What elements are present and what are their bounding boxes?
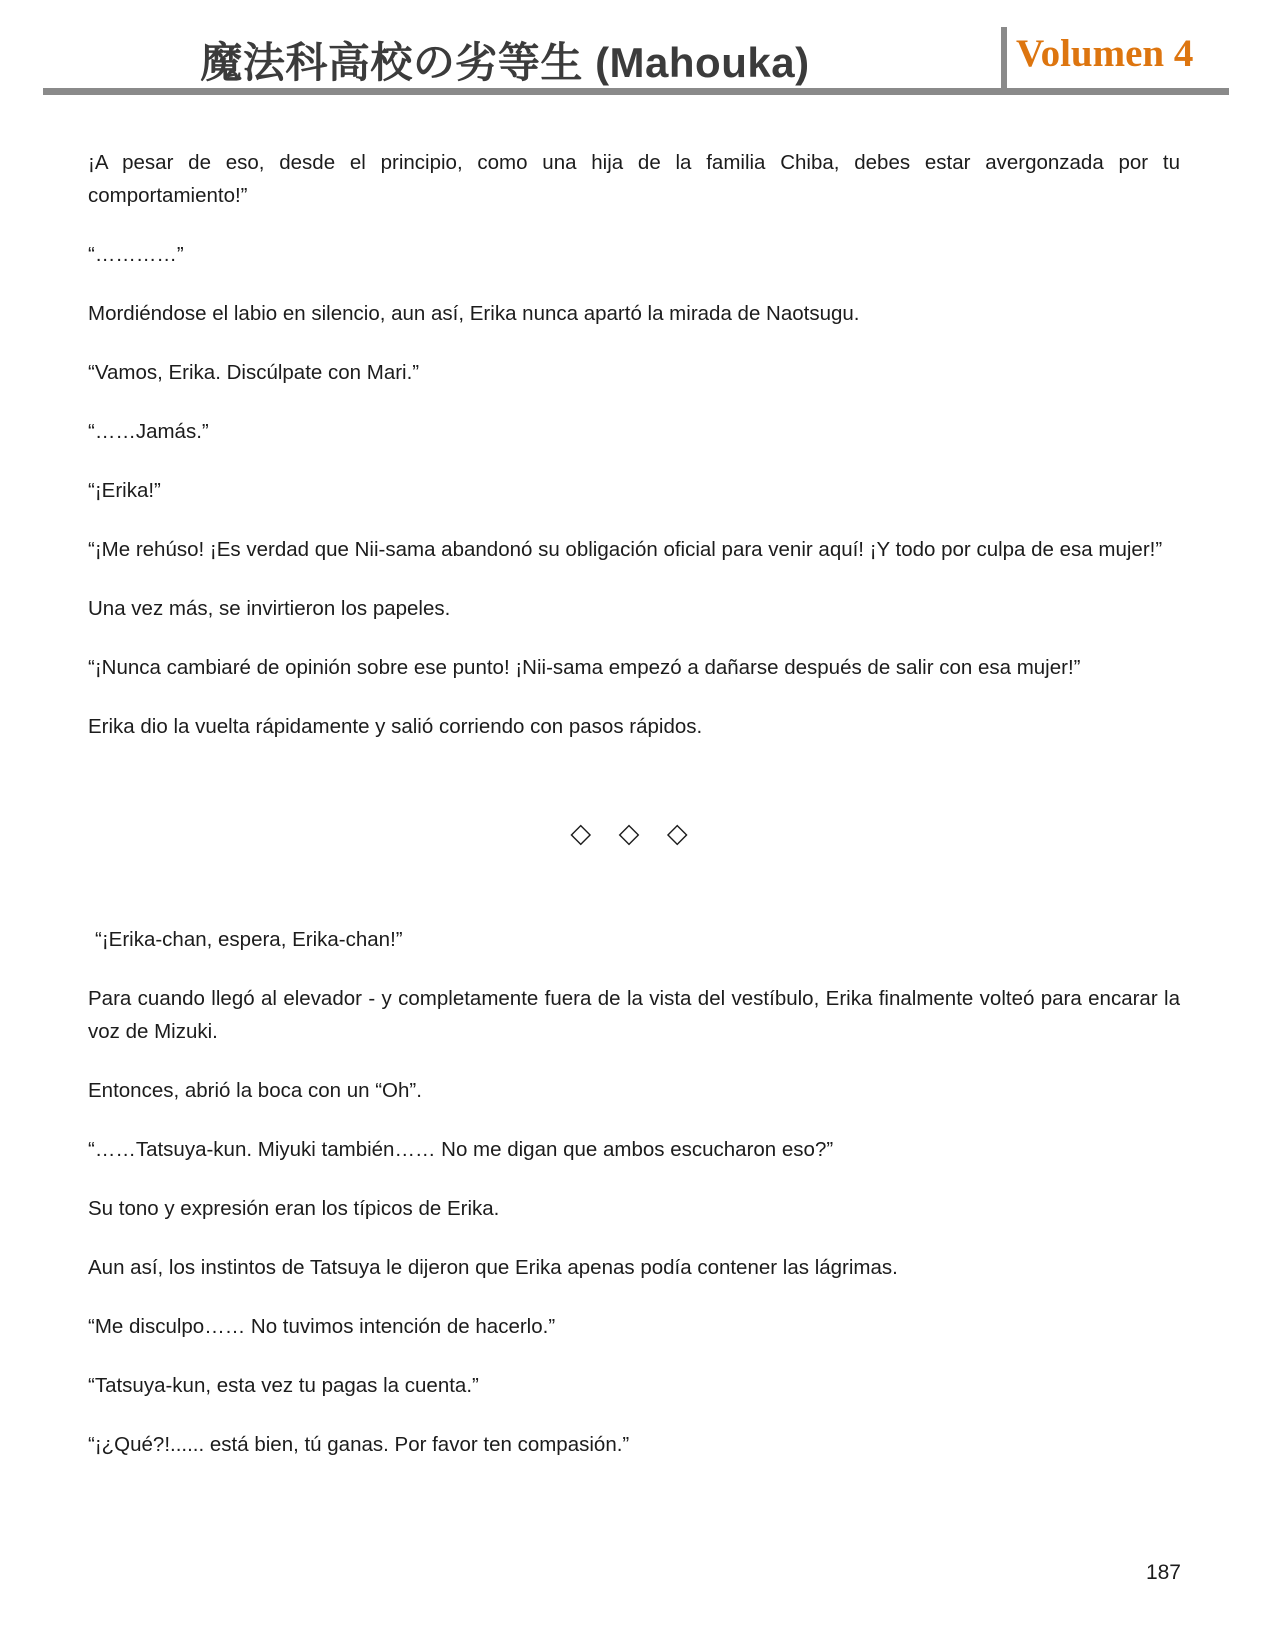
paragraph: “Tatsuya-kun, esta vez tu pagas la cuenta.”: [88, 1374, 479, 1397]
paragraph: “Me disculpo…… No tuvimos intención de hacerlo.”: [88, 1315, 556, 1338]
paragraph: “¡¿Qué?!...... está bien, tú ganas. Por favor ten compasión.”: [88, 1433, 630, 1456]
body-text: [88, 146, 1180, 1487]
paragraph: Entonces, abrió la boca con un “Oh”.: [88, 1079, 422, 1102]
paragraph: “¡Me rehúso! ¡Es verdad que Nii-sama abandonó su obligación oficial para venir aquí! ¡Y todo por culpa de esa mujer!”: [88, 538, 1163, 561]
header-divider-bar: [1001, 27, 1007, 93]
page-number: 187: [1145, 1561, 1181, 1584]
paragraph: Aun así, los instintos de Tatsuya le dijeron que Erika apenas podía contener las lágrimas.: [88, 1256, 898, 1279]
paragraph: “…………”: [88, 243, 184, 266]
paragraph: Mordiéndose el labio en silencio, aun así, Erika nunca apartó la mirada de Naotsugu.: [88, 302, 860, 325]
scene-break-diamonds: ◇ ◇ ◇: [570, 818, 698, 848]
paragraph: “¡Nunca cambiaré de opinión sobre ese punto! ¡Nii-sama empezó a dañarse después de salir con esa mujer!”: [88, 656, 1081, 679]
paragraph: “Vamos, Erika. Discúlpate con Mari.”: [88, 361, 420, 384]
paragraph: “……Tatsuya-kun. Miyuki también…… No me digan que ambos escucharon eso?”: [88, 1138, 834, 1161]
paragraph: “¡Erika!”: [88, 479, 161, 502]
paragraph: ¡A pesar de eso, desde el principio, como una hija de la familia Chiba, debes estar avergonzada por tu comportamiento!”: [88, 151, 1180, 207]
paragraph: Su tono y expresión eran los típicos de Erika.: [88, 1197, 500, 1220]
volume-label: Volumen 4: [1016, 32, 1194, 75]
paragraph: “¡Erika-chan, espera, Erika-chan!”: [95, 928, 403, 951]
paragraph: Erika dio la vuelta rápidamente y salió corriendo con pasos rápidos.: [88, 715, 703, 738]
header-rule: [43, 88, 1229, 95]
paragraph: “……Jamás.”: [88, 420, 209, 443]
paragraph: Para cuando llegó al elevador - y completamente fuera de la vista del vestíbulo, Erika finalmente volteó para encarar la voz de Mizuki.: [88, 987, 1180, 1043]
paragraph: Una vez más, se invirtieron los papeles.: [88, 597, 451, 620]
page-title: 魔法科高校の劣等生 (Mahouka): [200, 39, 810, 86]
